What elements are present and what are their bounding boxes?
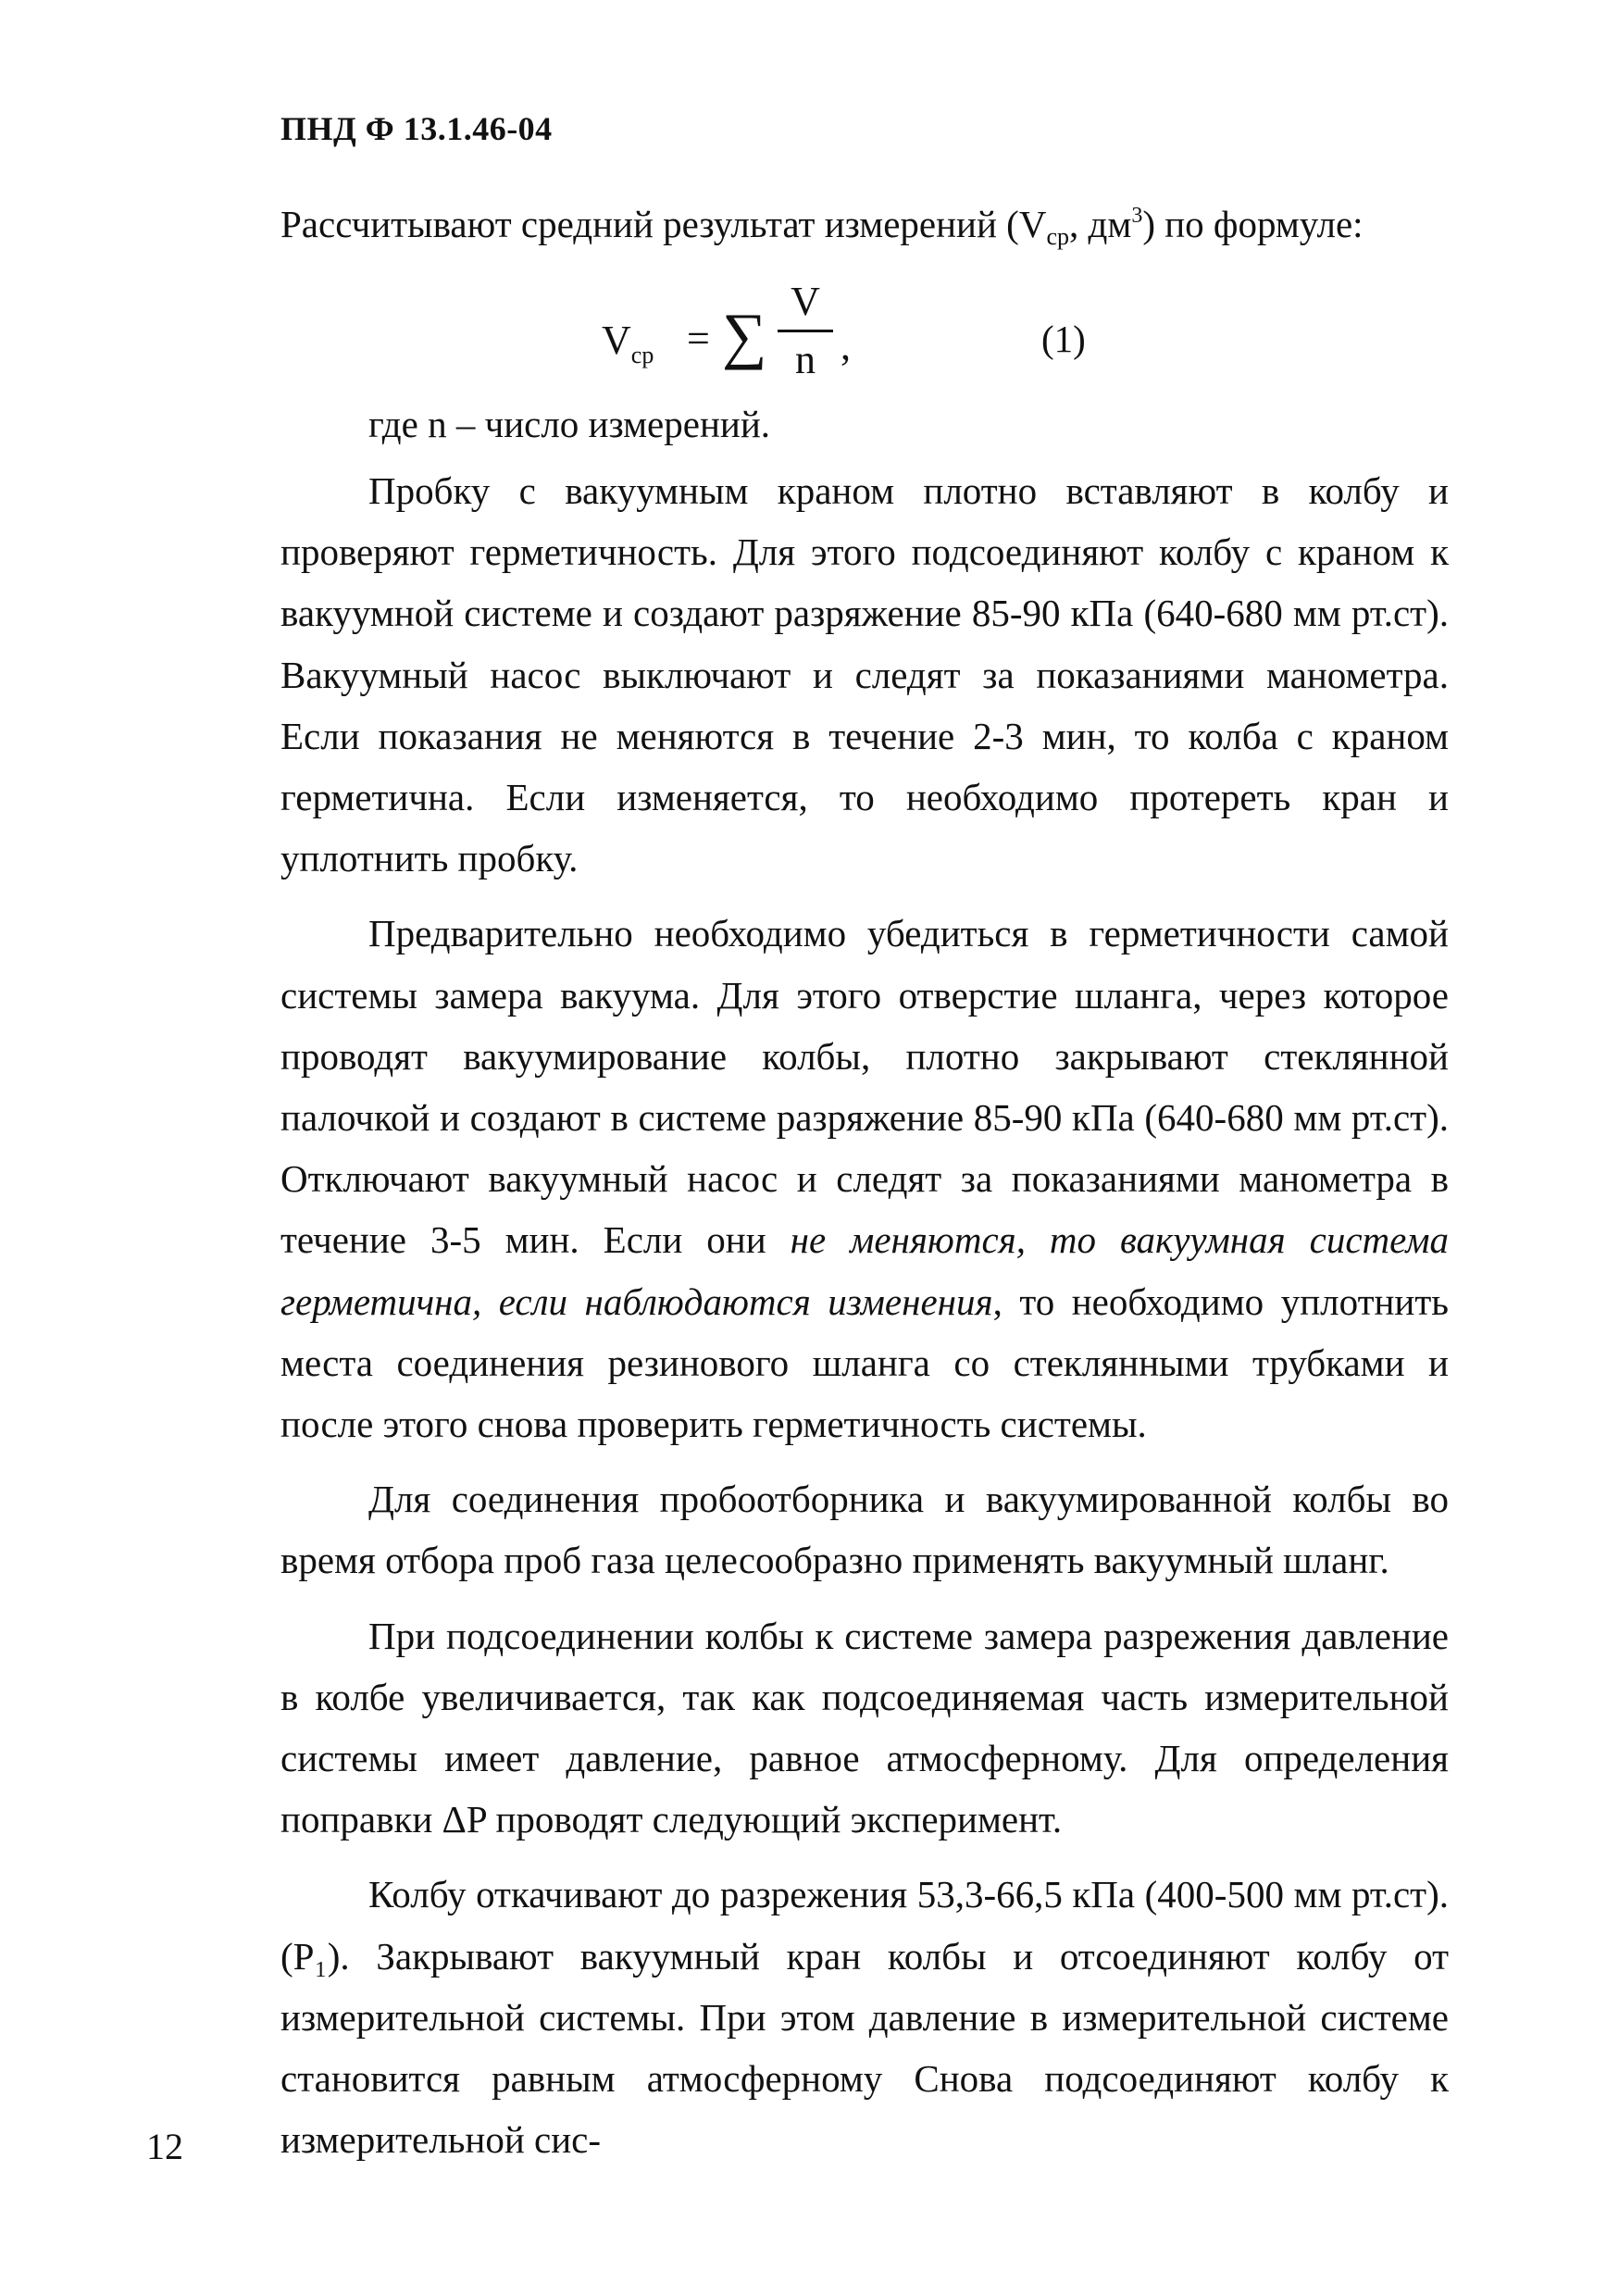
- formula-denominator: n: [795, 337, 816, 382]
- formula-1: [602, 278, 1435, 398]
- body-text: [280, 460, 1449, 2184]
- intro-suffix: ) по формуле:: [1142, 203, 1364, 245]
- formula-numerator: V: [791, 279, 820, 324]
- paragraph-4: При подсоединении колбы к системе замера разрежения давление в колбе увеличивается, так как подсоединяемая часть измерительной системы имеет давление, равное атмосферному. Для определения поправки ΔP проводят следующий эксперимент.: [280, 1614, 1449, 1841]
- paragraph-2-part2: , то необходимо уплотнить места соединения резинового шланга со стеклянными трубками и после этого снова проверить герметичность системы.: [280, 1279, 1449, 1446]
- paragraph-2: [280, 903, 1449, 1454]
- formula-lhs: [602, 317, 654, 369]
- paragraph-3: Для соединения пробоотборника и вакуумированной колбы во время отбора проб газа целесообразно применять вакуумный шланг.: [280, 1478, 1449, 1582]
- formula-comma: ,: [841, 323, 851, 368]
- formula-sigma: ∑: [722, 300, 767, 370]
- formula-fraction-bar: [778, 330, 833, 332]
- intro-prefix: Рассчитывают средний результат измерений (V: [280, 203, 1047, 245]
- formula-number: (1): [1041, 318, 1086, 360]
- paragraph-1: Пробку с вакуумным краном плотно вставляют в колбу и проверяют герметичность. Для этого подсоединяют колбу с краном к вакуумной системе и создают разряжение 85-90 кПа (640-680 мм рт.ст). Вакуумный насос выключают и следят за показаниями манометра. Если показания не меняются в течение 2-3 мин, то колба с краном герметична. Если изменяется, то необходимо протереть кран и уплотнить пробку.: [280, 469, 1449, 880]
- intro-line: [280, 190, 1364, 263]
- formula-equals: =: [687, 316, 710, 361]
- intro-superscript-3: 3: [1131, 204, 1143, 228]
- paragraph-2-part1: Предварительно необходимо убедиться в герметичности самой системы замера вакуума. Для этого отверстие шланга, через которое проводят вакуумирование колбы, плотно закрывают стеклянной палочкой и создают в системе разряжение 85-90 кПа (640-680 мм рт.ст). Отключают вакуумный насос и следят за показаниями манометра в течение 3-5 мин. Если они: [280, 912, 1449, 1262]
- where-line: где n – число измерений.: [368, 403, 771, 445]
- formula-lhs-sub: ср: [630, 342, 654, 368]
- paragraph-2-italic: не меняются, то вакуумная система герметична, если наблюдаются изменения: [280, 1218, 1449, 1323]
- intro-subscript-cp: ср: [1046, 223, 1069, 250]
- document-code-header: ПНД Ф 13.1.46-04: [280, 110, 553, 147]
- page-number: 12: [146, 2126, 183, 2167]
- formula-lhs-var: V: [602, 318, 631, 363]
- intro-mid: , дм: [1069, 203, 1132, 245]
- paragraph-5: Колбу откачивают до разрежения 53,3-66,5 кПа (400-500 мм рт.ст). (P₁). Закрывают вакуумный кран колбы и отсоединяют колбу от измерительной системы. При этом давление в измерительной системе становится равным атмосферному Снова подсоединяют колбу к измерительной сис-: [280, 1873, 1449, 2162]
- formula-fraction: [778, 278, 833, 384]
